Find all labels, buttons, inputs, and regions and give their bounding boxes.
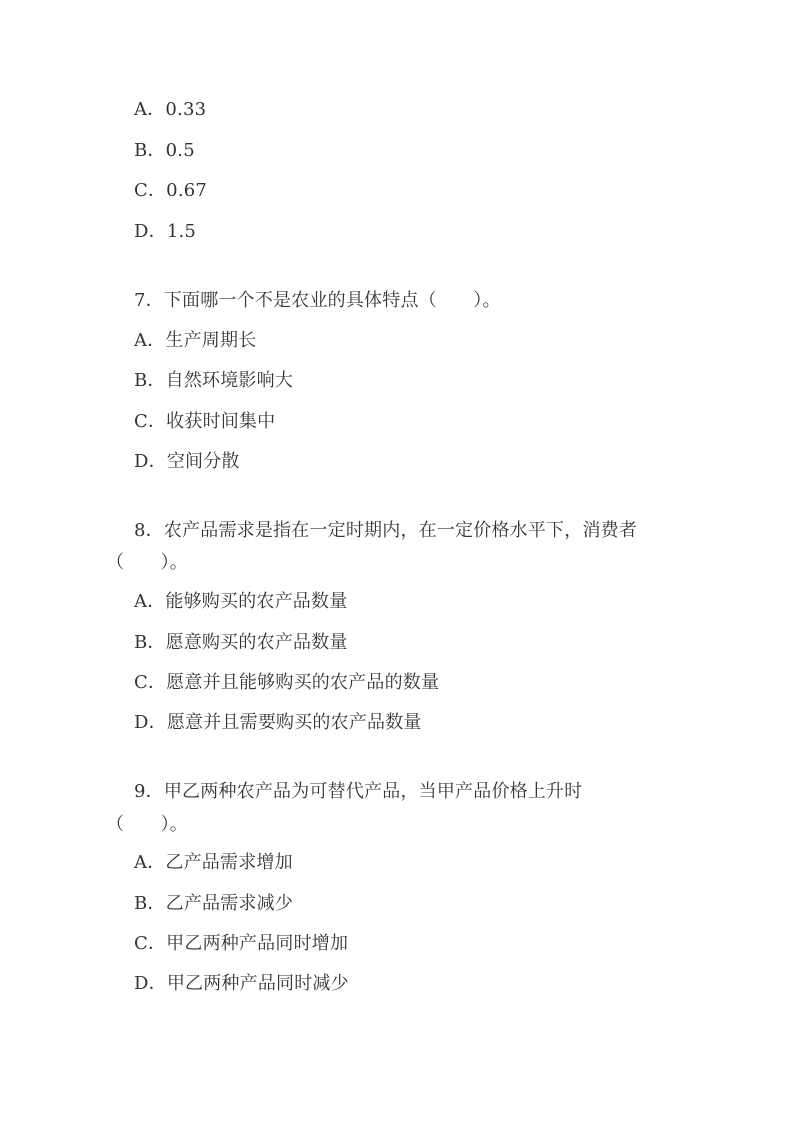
- q8-stem-line2: （ ）。: [106, 552, 188, 573]
- q9-option-a: A．乙产品需求增加: [134, 852, 293, 873]
- q7-option-b: B．自然环境影响大: [134, 370, 294, 391]
- q6-option-c: C．0.67: [134, 180, 208, 201]
- q8-option-c: C．愿意并且能够购买的农产品的数量: [134, 672, 440, 693]
- q9-option-c: C．甲乙两种产品同时增加: [134, 933, 349, 954]
- q6-option-b: B．0.5: [134, 140, 195, 161]
- q9-option-b: B．乙产品需求减少: [134, 893, 294, 914]
- q7-option-d: D．空间分散: [134, 451, 240, 472]
- q8-option-b: B．愿意购买的农产品数量: [134, 632, 348, 653]
- q6-option-a: A．0.33: [134, 99, 207, 120]
- q9-stem-line1: 9．甲乙两种农产品为可替代产品，当甲产品价格上升时: [134, 781, 583, 802]
- q9-option-d: D．甲乙两种产品同时减少: [134, 973, 349, 994]
- q8-option-d: D．愿意并且需要购买的农产品数量: [134, 712, 422, 733]
- q8-stem-line1: 8．农产品需求是指在一定时期内，在一定价格水平下，消费者: [134, 520, 638, 541]
- q7-option-c: C．收获时间集中: [134, 411, 276, 432]
- q7-stem: 7．下面哪一个不是农业的具体特点（ ）。: [134, 290, 501, 311]
- q6-option-d: D．1.5: [134, 221, 197, 242]
- q7-option-a: A．生产周期长: [134, 330, 257, 351]
- q8-option-a: A．能够购买的农产品数量: [134, 591, 348, 612]
- q9-stem-line2: （ ）。: [106, 814, 188, 835]
